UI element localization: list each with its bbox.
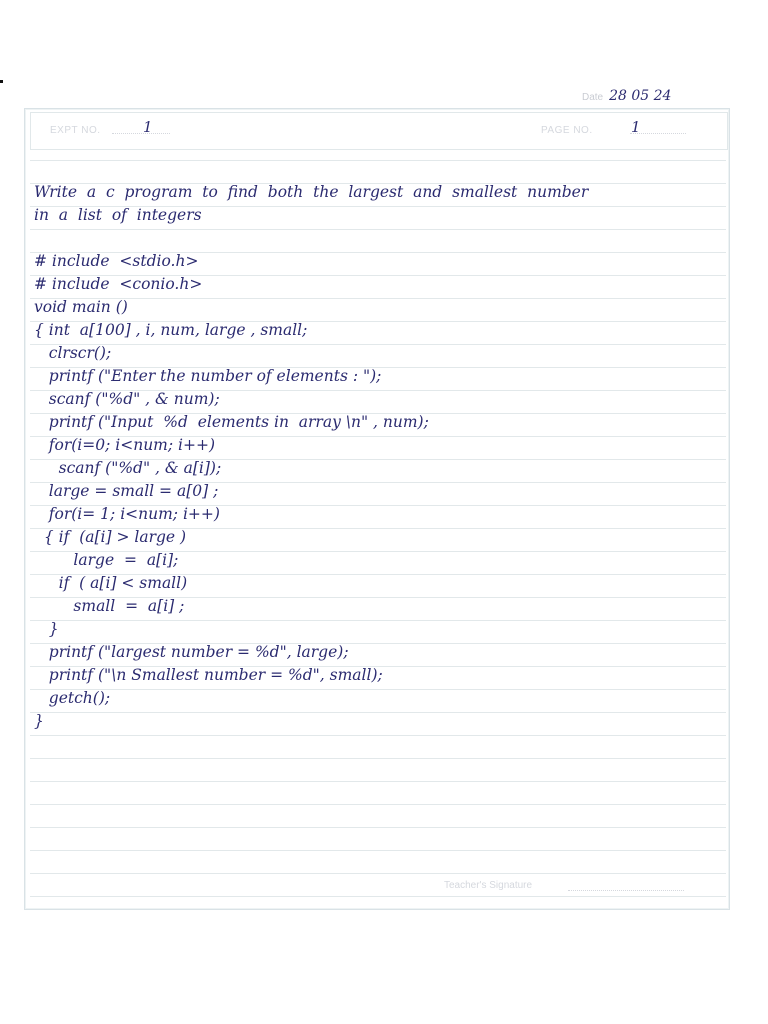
date-value: 28 05 24	[609, 88, 672, 104]
corner-mark	[0, 80, 3, 83]
ruled-line	[30, 873, 726, 874]
date-field	[582, 88, 671, 104]
expt-no-value: 1	[143, 118, 153, 136]
text-line: small = a[i] ;	[34, 597, 185, 615]
expt-no-label: EXPT NO.	[50, 125, 101, 136]
ruled-line	[30, 804, 726, 805]
ruled-line	[30, 735, 726, 736]
text-line: }	[34, 620, 59, 638]
text-line: printf ("Enter the number of elements : ");	[34, 367, 382, 385]
text-line: large = small = a[0] ;	[34, 482, 219, 500]
text-line: printf ("Input %d elements in array \n" , num);	[34, 413, 429, 431]
text-line: getch();	[34, 689, 111, 707]
text-line: scanf ("%d" , & a[i]);	[34, 459, 222, 477]
page-no-label: PAGE NO.	[541, 125, 593, 136]
text-line: }	[34, 712, 44, 730]
ruled-line	[30, 850, 726, 851]
text-line: # include <stdio.h>	[34, 252, 199, 270]
teacher-signature-line	[568, 890, 684, 891]
text-line: large = a[i];	[34, 551, 179, 569]
text-line	[34, 227, 714, 250]
ruled-line	[30, 827, 726, 828]
text-line: scanf ("%d" , & num);	[34, 390, 220, 408]
page-no-value: 1	[631, 118, 641, 136]
text-line: for(i=0; i<num; i++)	[34, 436, 215, 454]
text-line: void main ()	[34, 298, 128, 316]
text-line: Write a c program to find both the largest and smallest number	[34, 183, 589, 201]
text-line: { int a[100] , i, num, large , small;	[34, 321, 308, 339]
teacher-signature-label: Teacher's Signature	[444, 880, 533, 891]
expt-no-line	[112, 133, 170, 134]
text-line: in a list of integers	[34, 206, 202, 224]
text-line: if ( a[i] < small)	[34, 574, 188, 592]
ruled-line	[30, 781, 726, 782]
text-line: printf ("largest number = %d", large);	[34, 643, 349, 661]
date-label: Date	[582, 92, 604, 103]
page-header-box	[30, 112, 728, 150]
text-line: # include <conio.h>	[34, 275, 203, 293]
text-line: for(i= 1; i<num; i++)	[34, 505, 220, 523]
text-line: printf ("\n Smallest number = %d", small);	[34, 666, 383, 684]
text-line: clrscr();	[34, 344, 112, 362]
ruled-line	[30, 896, 726, 897]
ruled-line	[30, 160, 726, 161]
handwritten-content	[34, 181, 714, 733]
ruled-line	[30, 758, 726, 759]
text-line: { if (a[i] > large )	[34, 528, 187, 546]
